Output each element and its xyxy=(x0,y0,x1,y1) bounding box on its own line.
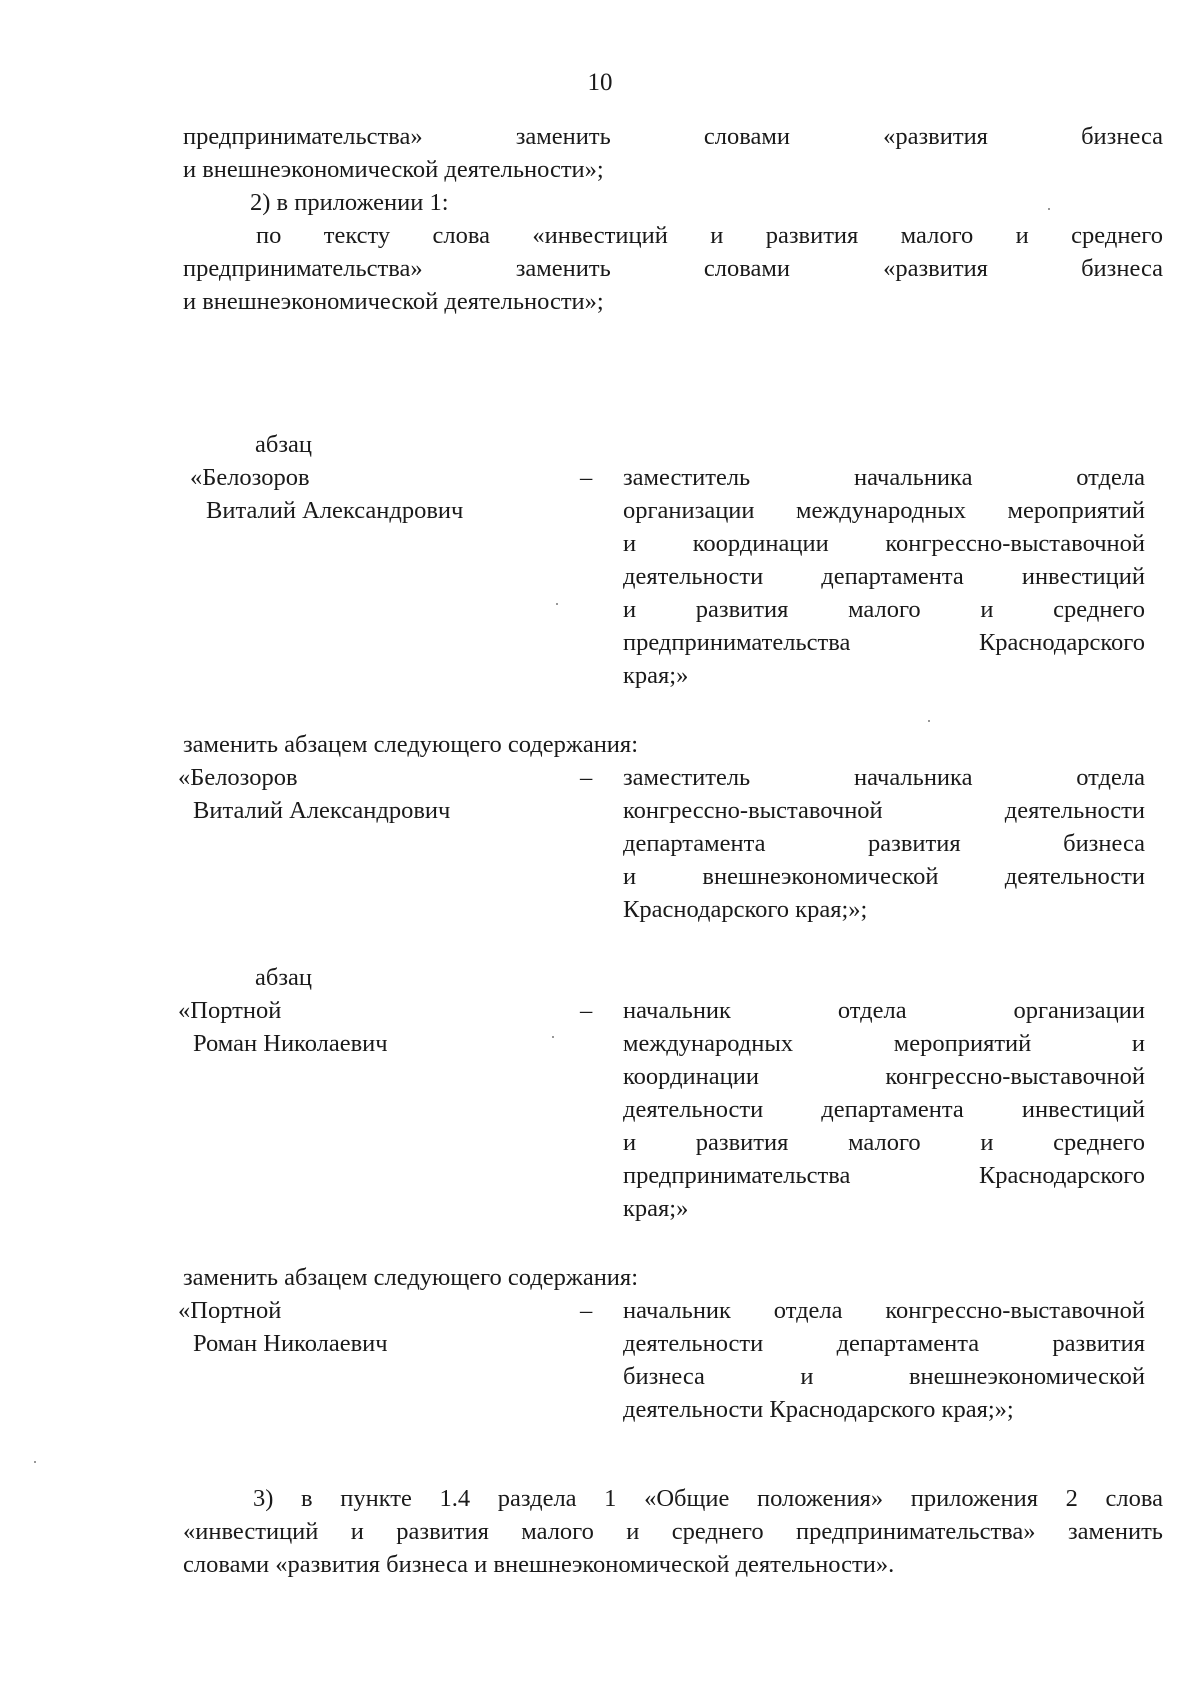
person-name-line: «Белозоров xyxy=(190,464,310,491)
paragraph-line: словами «развития бизнеса и внешнеэкономической деятельности». xyxy=(183,1551,895,1578)
text-replacement xyxy=(256,219,1163,252)
dash: – xyxy=(580,1297,593,1324)
description-line: и развития малого и среднего xyxy=(623,596,1145,623)
position-description xyxy=(623,461,1145,692)
position-description xyxy=(623,994,1145,1225)
description-line: края;» xyxy=(623,1195,689,1222)
description-line: предпринимательства Краснодарского xyxy=(623,629,1145,656)
text-replacement-cont xyxy=(183,252,1163,318)
intro-line: и внешнеэкономической деятельности»; xyxy=(183,156,604,183)
description-line: деятельности департамента инвестиций xyxy=(623,1096,1145,1123)
intro-line: предпринимательства» заменить словами «развития бизнеса xyxy=(183,255,1163,282)
scan-speck xyxy=(556,603,558,605)
person-name-line: Виталий Александрович xyxy=(193,797,451,824)
person-name xyxy=(178,1294,538,1360)
dash: – xyxy=(580,464,593,491)
paragraph-line: 3) в пункте 1.4 раздела 1 «Общие положения» приложения 2 слова xyxy=(253,1485,1163,1512)
description-line: Краснодарского края;»; xyxy=(623,896,868,923)
entry-label: заменить абзацем следующего содержания: xyxy=(183,1264,638,1291)
description-line: организации международных мероприятий xyxy=(623,497,1145,524)
paragraph-line: «инвестиций и развития малого и среднего предпринимательства» заменить xyxy=(183,1518,1163,1545)
person-name-line: «Белозоров xyxy=(178,764,298,791)
scan-speck xyxy=(1048,208,1050,210)
description-line: и внешнеэкономической деятельности xyxy=(623,863,1145,890)
description-line: конгрессно-выставочной деятельности xyxy=(623,797,1145,824)
dash: – xyxy=(580,997,593,1024)
entry-label: абзац xyxy=(255,964,313,991)
person-name-line: «Портной xyxy=(178,997,282,1024)
description-line: координации конгрессно-выставочной xyxy=(623,1063,1145,1090)
person-name-line: Виталий Александрович xyxy=(206,497,464,524)
description-line: и развития малого и среднего xyxy=(623,1129,1145,1156)
description-line: международных мероприятий и xyxy=(623,1030,1145,1057)
person-name-line: Роман Николаевич xyxy=(193,1330,388,1357)
position-description xyxy=(623,761,1145,926)
entry-label: заменить абзацем следующего содержания: xyxy=(183,731,638,758)
position-description xyxy=(623,1294,1145,1426)
intro-paragraph xyxy=(183,120,1163,186)
description-line: бизнеса и внешнеэкономической xyxy=(623,1363,1145,1390)
scan-speck xyxy=(552,1036,554,1038)
person-name-line: «Портной xyxy=(178,1297,282,1324)
dash: – xyxy=(580,764,593,791)
description-line: департамента развития бизнеса xyxy=(623,830,1145,857)
intro-line: по тексту слова «инвестиций и развития малого и среднего xyxy=(256,222,1163,249)
person-name xyxy=(178,761,538,827)
description-line: и координации конгрессно-выставочной xyxy=(623,530,1145,557)
description-line: предпринимательства Краснодарского xyxy=(623,1162,1145,1189)
page-number: 10 xyxy=(587,69,613,96)
description-line: заместитель начальника отдела xyxy=(623,764,1145,791)
description-line: начальник отдела организации xyxy=(623,997,1145,1024)
description-line: деятельности Краснодарского края;»; xyxy=(623,1396,1014,1423)
description-line: начальник отдела конгрессно-выставочной xyxy=(623,1297,1145,1324)
person-name xyxy=(190,461,550,527)
scan-speck xyxy=(34,1461,36,1463)
entry-label: абзац xyxy=(255,431,313,458)
person-name-line: Роман Николаевич xyxy=(193,1030,388,1057)
description-line: деятельности департамента инвестиций xyxy=(623,563,1145,590)
intro-line: 2) в приложении 1: xyxy=(250,189,449,216)
final-paragraph xyxy=(183,1482,1163,1581)
intro-line: предпринимательства» заменить словами «развития бизнеса xyxy=(183,123,1163,150)
appendix-item xyxy=(250,186,449,219)
scan-speck xyxy=(928,720,930,722)
description-line: заместитель начальника отдела xyxy=(623,464,1145,491)
person-name xyxy=(178,994,538,1060)
description-line: деятельности департамента развития xyxy=(623,1330,1145,1357)
description-line: края;» xyxy=(623,662,689,689)
intro-line: и внешнеэкономической деятельности»; xyxy=(183,288,604,315)
